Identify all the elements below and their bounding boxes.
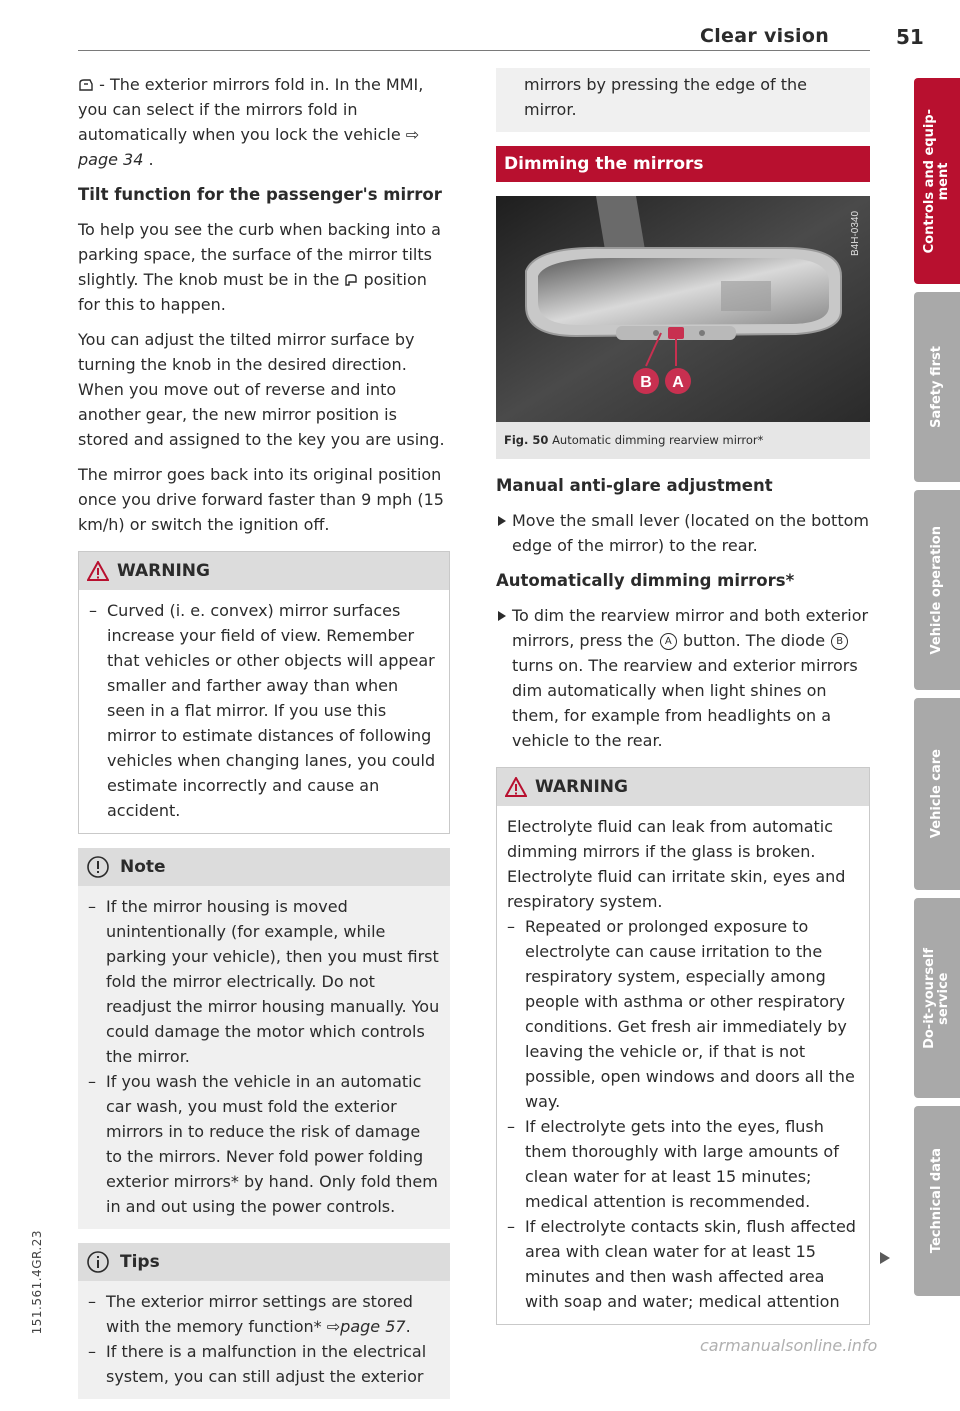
continued-arrow-icon	[880, 1252, 890, 1264]
passenger-mirror-icon	[344, 273, 358, 287]
document-code: 151.561.4GR.23	[30, 1230, 44, 1335]
running-header-title: Clear vision	[700, 25, 830, 47]
manual-step: Move the small lever (located on the bottom edge of the mirror) to the rear.	[496, 508, 870, 558]
tips-header	[78, 1243, 450, 1281]
warning-intro: Electrolyte fluid can leak from automatic dimming mirrors if the glass is broken. Electrolyte fluid can irritate skin, eyes and respiratory system.	[507, 817, 846, 911]
tips-continued-text: mirrors by pressing the edge of the mirror.	[496, 68, 870, 132]
note-item: – If the mirror housing is moved unintentionally (for example, while parking your vehicle), then you must first fold the mirror electrically. Do not readjust the mirror housing manually. You could damage the motor which controls the mirror.	[88, 894, 440, 1069]
warning-item: – Repeated or prolonged exposure to electrolyte can cause irritation to the respiratory system, especially among people with asthma or other respiratory conditions. Get fresh air immediately by leaving the vehicle or, if that is not possible, open windows and doors all the way.	[507, 914, 859, 1114]
button-a-icon: A	[660, 633, 677, 650]
left-column	[78, 72, 450, 1411]
tips-item: – If there is a malfunction in the electrical system, you can still adjust the exterior	[88, 1339, 440, 1389]
tilt-heading: Tilt function for the passenger's mirror	[78, 185, 442, 204]
side-tab-diy-service[interactable]: Do-it-yourself service	[914, 898, 960, 1098]
auto-heading: Automatically dimming mirrors*	[496, 571, 795, 590]
diode-b-icon: B	[831, 633, 848, 650]
warning-body	[497, 806, 869, 1324]
warning-body	[79, 590, 449, 833]
label-b: B	[640, 374, 652, 391]
page-57-link[interactable]: page 57	[340, 1317, 406, 1336]
fold-intro-text: - The exterior mirrors fold in. In the MMI, you can select if the mirrors fold in automatically when you lock the vehicle	[78, 75, 424, 144]
tips-label: Tips	[120, 1251, 160, 1272]
warning-label: WARNING	[117, 560, 210, 581]
rearview-mirror-illustration	[496, 196, 870, 422]
tips-body	[78, 1281, 450, 1399]
warning-header	[79, 552, 449, 590]
warning-triangle-icon	[505, 777, 527, 797]
note-body	[78, 886, 450, 1229]
arrow-ref-icon: ⇨	[405, 125, 420, 144]
right-column	[496, 72, 870, 1337]
side-tab-controls[interactable]: Controls and equip- ment	[914, 78, 960, 284]
tips-box	[78, 1243, 450, 1399]
section-header-dimming: Dimming the mirrors	[496, 146, 870, 182]
warning-item: – If electrolyte gets into the eyes, flush them thoroughly with large amounts of clean water for at least 15 minutes; medical attention is recommended.	[507, 1114, 859, 1214]
fold-intro: - The exterior mirrors fold in. In the MMI, you can select if the mirrors fold in automatically when you lock the vehicle ⇨ page 34 .	[78, 75, 424, 169]
note-exclamation-icon	[86, 855, 110, 879]
tilt-paragraph-2: You can adjust the tilted mirror surface by turning the knob in the desired direction. When you move out of reverse and into another gear, the new mirror position is stored and assigned to the key you are using.	[78, 330, 445, 449]
warning-box-left	[78, 551, 450, 834]
side-tab-vehicle-care[interactable]: Vehicle care	[914, 698, 960, 890]
tilt-paragraph-1: To help you see the curb when backing into a parking space, the surface of the mirror tilts slightly. The knob must be in the position for this to happen.	[78, 220, 441, 314]
side-tab-technical-data[interactable]: Technical data	[914, 1106, 960, 1296]
tilt-paragraph-3: The mirror goes back into its original position once you drive forward faster than 9 mph (15 km/h) or switch the ignition off.	[78, 465, 444, 534]
side-tab-safety[interactable]: Safety first	[914, 292, 960, 482]
page-number: 51	[896, 25, 924, 49]
warning-box-right	[496, 767, 870, 1325]
header-rule	[78, 50, 870, 51]
warning-item: – Curved (i. e. convex) mirror surfaces increase your field of view. Remember that vehicles or other objects will appear smaller and farther away than when seen in a flat mirror. If you use this mirror to estimate distances of following vehicles when changing lanes, you could estimate incorrectly and cause an accident.	[89, 598, 439, 823]
note-box	[78, 848, 450, 1229]
manual-heading: Manual anti-glare adjustment	[496, 476, 773, 495]
warning-triangle-icon	[87, 561, 109, 581]
figure-number: Fig. 50	[504, 433, 549, 447]
info-icon	[86, 1250, 110, 1274]
warning-header	[497, 768, 869, 806]
arrow-ref-icon: ⇨	[326, 1317, 341, 1336]
tips-item: – The exterior mirror settings are stored with the memory function* ⇨page 57.	[88, 1289, 440, 1339]
label-a: A	[672, 374, 684, 391]
page-34-link[interactable]: page 34	[78, 150, 144, 169]
mirror-fold-icon	[78, 78, 94, 92]
note-header	[78, 848, 450, 886]
side-tab-vehicle-operation[interactable]: Vehicle operation	[914, 490, 960, 690]
watermark-footer: carmanualsonline.info	[700, 1336, 878, 1355]
warning-item: – If electrolyte contacts skin, flush affected area with clean water for at least 15 minutes and then wash affected area with soap and water; medical attention	[507, 1214, 859, 1314]
figure-caption	[496, 422, 870, 459]
note-item: – If you wash the vehicle in an automatic car wash, you must fold the exterior mirrors in to reduce the risk of damage to the mirrors. Never fold power folding exterior mirrors* by hand. Only fold them in and out using the power controls.	[88, 1069, 440, 1219]
figure-caption-text: Automatic dimming rearview mirror*	[552, 433, 764, 447]
figure-rearview-mirror	[496, 196, 870, 422]
figure-code: B4H-0340	[850, 210, 861, 256]
warning-label: WARNING	[535, 776, 628, 797]
auto-step: To dim the rearview mirror and both exterior mirrors, press the A button. The diode B turns on. The rearview and exterior mirrors dim automatically when light shines on them, for example from headlights on a vehicle to the rear.	[496, 603, 870, 753]
note-label: Note	[120, 856, 166, 877]
